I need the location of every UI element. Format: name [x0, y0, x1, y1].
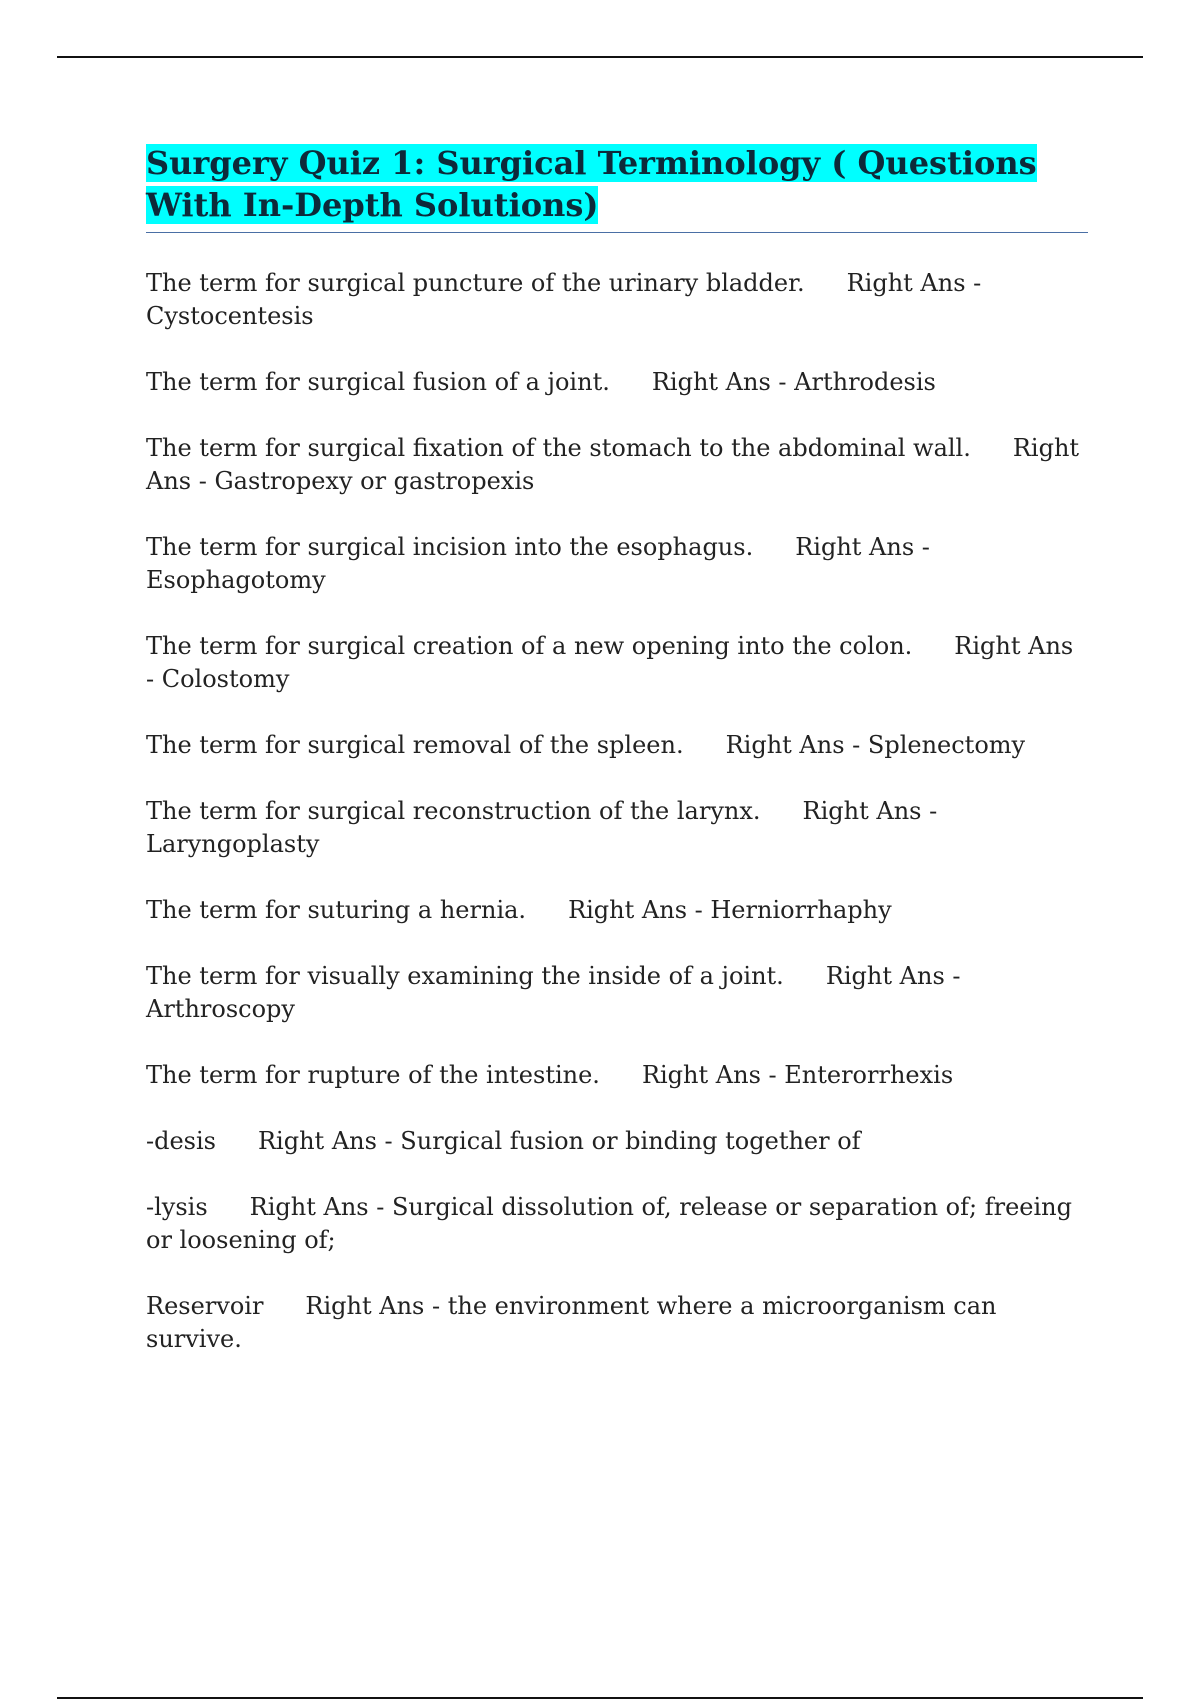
- answer-text: Right Ans - Arthrodesis: [651, 368, 936, 396]
- footer-rule: [57, 1697, 1143, 1699]
- answer-text: Right Ans - Arthroscopy: [146, 962, 961, 1023]
- qa-item: [146, 894, 1088, 927]
- qa-item: [146, 795, 1088, 861]
- question-text: Reservoir: [146, 1292, 264, 1320]
- qa-item: [146, 1125, 1088, 1158]
- answer-text: Right Ans - the environment where a microorganism can survive.: [146, 1292, 997, 1353]
- title-block: [146, 142, 1088, 233]
- answer-text: Right Ans - Cystocentesis: [146, 269, 982, 330]
- qa-item: [146, 1191, 1088, 1257]
- answer-text: Right Ans - Laryngoplasty: [146, 797, 938, 858]
- qa-item: [146, 960, 1088, 1026]
- question-text: The term for suturing a hernia.: [146, 896, 527, 924]
- document-title: [146, 142, 1088, 226]
- question-text: The term for surgical removal of the spleen.: [146, 731, 684, 759]
- answer-text: Right Ans - Splenectomy: [725, 731, 1026, 759]
- qa-item: [146, 729, 1088, 762]
- header-rule: [57, 56, 1143, 58]
- answer-text: Right Ans - Esophagotomy: [146, 533, 930, 594]
- question-text: -desis: [146, 1127, 216, 1155]
- answer-text: Right Ans - Enterorrhexis: [641, 1061, 954, 1089]
- qa-list: [146, 267, 1088, 1356]
- question-text: -lysis: [146, 1193, 208, 1221]
- document-title-text: Surgery Quiz 1: Surgical Terminology ( Questions With In-Depth Solutions): [146, 144, 1037, 224]
- qa-item: [146, 1290, 1088, 1356]
- answer-text: Right Ans - Surgical dissolution of, release or separation of; freeing or loosening of;: [146, 1193, 1072, 1254]
- question-text: The term for surgical fusion of a joint.: [146, 368, 610, 396]
- qa-item: [146, 366, 1088, 399]
- question-text: The term for surgical incision into the esophagus.: [146, 533, 754, 561]
- qa-item: [146, 1059, 1088, 1092]
- answer-text: Right Ans - Surgical fusion or binding together of: [257, 1127, 861, 1155]
- qa-item: [146, 432, 1088, 498]
- answer-text: Right Ans - Gastropexy or gastropexis: [146, 434, 1080, 495]
- question-text: The term for rupture of the intestine.: [146, 1061, 600, 1089]
- answer-text: Right Ans - Herniorrhaphy: [568, 896, 892, 924]
- qa-item: [146, 630, 1088, 696]
- qa-item: [146, 267, 1088, 333]
- question-text: The term for surgical fixation of the stomach to the abdominal wall.: [146, 434, 971, 462]
- document-body: [146, 142, 1088, 1389]
- question-text: The term for surgical reconstruction of the larynx.: [146, 797, 761, 825]
- qa-item: [146, 531, 1088, 597]
- question-text: The term for surgical creation of a new opening into the colon.: [146, 632, 913, 660]
- question-text: The term for surgical puncture of the urinary bladder.: [146, 269, 805, 297]
- answer-text: Right Ans - Colostomy: [146, 632, 1074, 693]
- question-text: The term for visually examining the inside of a joint.: [146, 962, 784, 990]
